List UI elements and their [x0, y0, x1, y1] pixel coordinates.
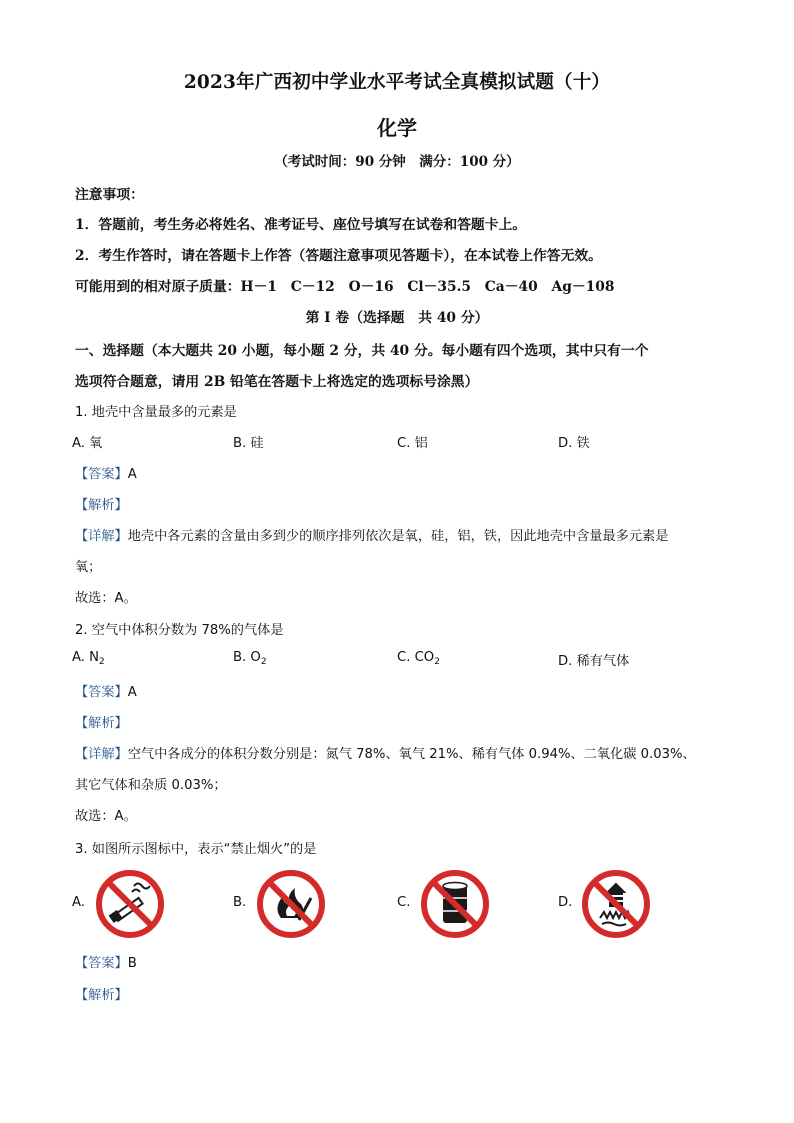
no-fireworks-icon: [580, 868, 652, 940]
question-2-detail: [75, 743, 696, 762]
question-3-option-b-label: B.: [233, 895, 247, 910]
subject-title: 化学: [377, 116, 417, 140]
answer-value: A: [127, 685, 137, 700]
question-3-analysis-tag: 【解析】: [75, 988, 128, 1003]
detail-text: 空气中各成分的体积分数分别是：氮气 78%、氧气 21%、稀有气体 0.94%、二氧化碳 0.03%、: [127, 747, 696, 762]
question-2-answer: [75, 681, 137, 700]
question-2-option-b: B. $O_2$: [233, 650, 267, 667]
question-1-answer: [75, 463, 137, 482]
question-2-detail-line2: 其它气体和杂质 0.03%；: [75, 778, 227, 793]
detail-tag: 【详解】: [75, 747, 128, 762]
question-3-option-d-label: D.: [558, 895, 573, 910]
no-flammable-barrel-icon: [419, 868, 491, 940]
question-2-analysis-tag: 【解析】: [75, 716, 128, 731]
question-2-option-d: D. 稀有气体: [558, 654, 630, 669]
question-1-detail-line2: 氧；: [75, 560, 102, 575]
question-2-option-c: C. $CO_2$: [397, 650, 440, 667]
question-1-detail: [75, 525, 668, 544]
exam-title: 2023年广西初中学业水平考试全真模拟试题（十）: [183, 72, 611, 93]
detail-tag: 【详解】: [75, 529, 128, 544]
exam-time-info: （考试时间：90 分钟 满分：100 分）: [274, 154, 520, 170]
question-3-option-c-label: C.: [397, 895, 411, 910]
section-instruction-line2: 选项符合题意，请用 2B 铅笔在答题卡上将选定的选项标号涂黑）: [75, 374, 479, 390]
detail-text: 地壳中各元素的含量由多到少的顺序排列依次是氧，硅，铝，铁，因此地壳中含量最多元素是: [127, 529, 669, 544]
notes-item-2: 2．考生作答时，请在答题卡上作答（答题注意事项见答题卡），在本试卷上作答无效。: [75, 248, 602, 264]
question-1-stem: 1. 地壳中含量最多的元素是: [75, 405, 237, 420]
no-fire-icon: [255, 868, 327, 940]
question-3-stem: 3. 如图所示图标中，表示“禁止烟火”的是: [75, 842, 317, 857]
atomic-masses: 可能用到的相对原子质量：H－1 C－12 O－16 Cl－35.5 Ca－40 Ag－108: [75, 279, 615, 295]
section-title: 第 I 卷（选择题 共 40 分）: [305, 310, 489, 326]
answer-value: B: [127, 956, 137, 971]
notes-item-1: 1．答题前，考生务必将姓名、准考证号、座位号填写在试卷和答题卡上。: [75, 217, 527, 233]
question-1-option-c: C. 铝: [397, 436, 428, 451]
answer-value: A: [127, 467, 137, 482]
question-1-conclusion: 故选：A。: [75, 591, 137, 606]
answer-tag: 【答案】: [75, 685, 128, 700]
question-2-conclusion: 故选：A。: [75, 809, 137, 824]
question-2-option-a: A. $N_2$: [72, 650, 105, 667]
section-instruction-line1: 一、选择题（本大题共 20 小题，每小题 2 分，共 40 分。每小题有四个选项，其中只有一个: [75, 343, 649, 359]
question-1-option-d: D. 铁: [558, 436, 590, 451]
no-smoking-icon: [94, 868, 166, 940]
question-2-stem: 2. 空气中体积分数为 78%的气体是: [75, 623, 284, 638]
question-3-answer: [75, 952, 137, 971]
notes-heading: 注意事项：: [75, 187, 144, 203]
question-1-option-a: A. 氧: [72, 436, 103, 451]
question-1-option-b: B. 硅: [233, 436, 264, 451]
question-1-analysis-tag: 【解析】: [75, 498, 128, 513]
answer-tag: 【答案】: [75, 467, 128, 482]
question-3-option-a-label: A.: [72, 895, 85, 910]
answer-tag: 【答案】: [75, 956, 128, 971]
